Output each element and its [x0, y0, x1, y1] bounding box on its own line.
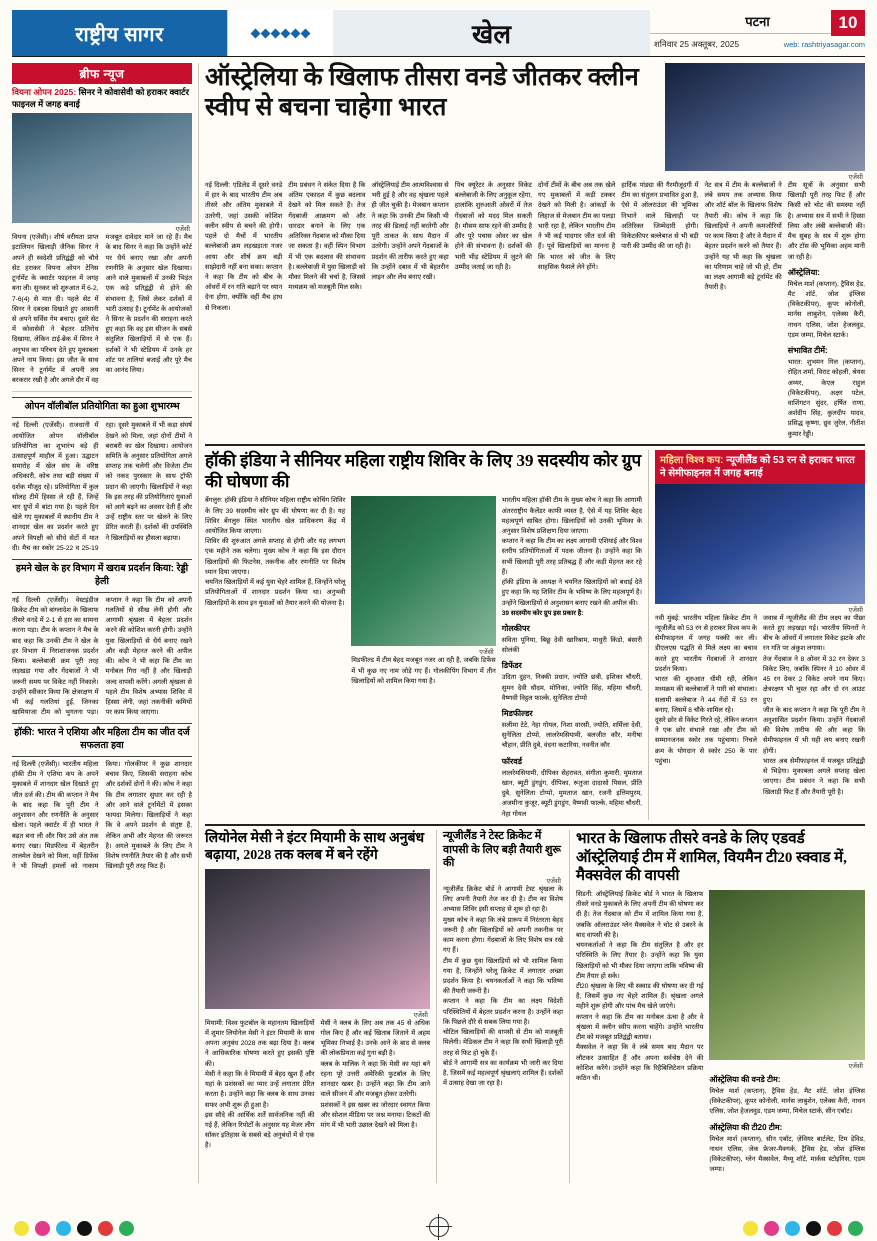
forward-names: लालरेमसियामी, दीपिका सेहरावत, संगीता कुमारी, मुमताज खान, ब्यूटी डुंगडुंग, दीपिका, रूतुजा दादासो पिसल, प्रीति दुबे, सुनेलिता टोप्पो, मुमताज खान, रजनी इत्तिमपुरम, अजमीना कुजूर, ब्यूटी डुंगडुंग, वैष्णवी फाल्के, महिमा चौधरी, नेहा गोयल: [501, 769, 642, 818]
aus-odi-squad-names: मिचेल मार्श (कप्तान), ट्रैविस हेड, मैट शॉर्ट, जोश इंग्लिस (विकेटकीपर), कूपर कोनोली, मार्नस लाबुशेन, एलेक्स कैरी, नाथन एलिस, जोश हेजलवुड, एडम जम्पा, मिचेल स्टार्क, सीन एबॉट।: [709, 1088, 865, 1116]
nz-paragraph: बोर्ड ने आगामी सत्र का कार्यक्रम भी जारी कर दिया है, जिसमें कई महत्वपूर्ण श्रृंखलाएं शामिल हैं। दर्शकों में उत्साह देखा जा रहा है।: [443, 1059, 563, 1088]
masthead: [12, 10, 865, 57]
lead-paragraph: दोनों टीमों के बीच अब तक खेले गए मुकाबलों में कड़ी टक्कर देखने को मिली है। आंकड़ों के लिहाज से मेजबान टीम का पलड़ा भारी रहा है, लेकिन भारतीय टीम ने भी कई यादगार जीत दर्ज की हैं। पूर्व खिलाड़ियों का मानना है कि भारत को जीत के लिए साहसिक फैसले लेने होंगे।: [538, 182, 616, 271]
photo-credit: एजेंसी: [479, 649, 494, 657]
messi-paragraph: क्लब के मालिक ने कहा कि मेसी का यहां बने रहना पूरे उत्तरी अमेरिकी फुटबॉल के लिए शानदार खबर है। उन्होंने कहा कि टीम आने वाले सीजन में और मजबूत होकर उतरेगी।: [320, 1060, 430, 1099]
photo-credit: एजेंसी: [848, 1063, 863, 1071]
women-worldcup-story: [655, 450, 865, 820]
column-divider: [198, 63, 199, 1183]
column-divider: [648, 450, 649, 820]
brief-section-heading: ओपन वॉलीबॉल प्रतियोगिता का हुआ शुभारम्भ: [12, 397, 192, 418]
brief-news-column: [12, 63, 192, 1183]
masthead-dot-pattern: [227, 10, 333, 56]
hockey-paragraph: बेंगलुरु: हॉकी इंडिया ने सीनियर महिला राष्ट्रीय कोचिंग शिविर के लिए 39 सदस्यीय कोर ग्रुप की घोषणा कर दी है। यह शिविर बेंगलुरु स्थित भारतीय खेल प्राधिकरण केंद्र में आयोजित किया जाएगा।: [205, 497, 346, 535]
hockey-womenwc-row: [205, 450, 865, 820]
hockey-paragraph: मिडफील्ड में टीम बेहद मजबूत नजर आ रही है, जबकि डिफेंस में भी कुछ नए नाम जोड़े गए हैं। गोलकीपिंग विभाग में तीन खिलाड़ियों को शामिल किया गया है।: [351, 657, 496, 685]
midfielder-names: सलीमा टेटे, नेहा गोयल, निशा वारसी, ज्योति, शर्मिला देवी, सुनेलिता टोप्पो, लालरेमसियामी, बलजीत कौर, मनीषा चौहान, प्रीति दुबे, वंदना कटारिया, नवनीत कौर: [501, 722, 642, 750]
aus-squad-story: [576, 830, 865, 1183]
women-wc-kicker: महिला विश्व कप:: [660, 454, 724, 466]
nz-paragraph: मुख्य कोच ने कहा कि लंबे प्रारूप में निरंतरता बेहद जरूरी है और खिलाड़ियों को अपनी तकनीक पर काम करना होगा। गेंदबाजों के लिए विशेष सत्र रखे गए हैं।: [443, 916, 563, 955]
color-dots-right: [729, 1221, 877, 1236]
goalkeeper-names: सविता पूनिया, बिछू देवी खारिबाम, माधुरी किंडो, बंसारी सोलंकी: [501, 636, 642, 655]
women-wc-photo: [655, 484, 865, 604]
lead-headline: ऑस्ट्रेलिया के खिलाफ तीसरा वनडे जीतकर क्लीन स्वीप से बचना चाहेगा भारत: [205, 64, 639, 121]
main-column: [205, 63, 865, 1183]
brief-item-title: [12, 87, 192, 110]
photo-credit: एजेंसी: [848, 606, 863, 614]
messi-story: [205, 830, 430, 1183]
hockey-story: [205, 450, 642, 820]
aus-t20-squad-names: मिचेल मार्श (कप्तान), सीन एबॉट, ज़ेवियर बार्टलेट, टिम डेविड, नाथन एलिस, जेक फ्रेजर-मैक्गर्क, ट्रैविस हेड, जोश इंग्लिस (विकेटकीपर), ग्लेन मैक्सवेल, मैथ्यू शॉर्ट, मार्कस स्टोइनिस, एडम जम्पा।: [709, 1135, 865, 1174]
aus-paragraph: मैक्सवेल ने कहा कि वे लंबे समय बाद मैदान पर लौटकर उत्साहित हैं और अपना सर्वश्रेष्ठ देने की कोशिश करेंगे। उन्होंने कहा कि रिहैबिलिटेशन प्रक्रिया कठिन थी।: [576, 1044, 704, 1082]
aus-paragraph: चयनकर्ताओं ने कहा कि टीम संतुलित है और हर परिस्थिति के लिए तैयार है। उन्होंने कहा कि युवा खिलाड़ियों को भी मौका दिया जाएगा ताकि भविष्य की टीम तैयार हो सके।: [576, 942, 704, 980]
women-wc-paragraph: नवी मुंबई: भारतीय महिला क्रिकेट टीम ने न्यूजीलैंड को 53 रन से हराकर विश्व कप के सेमीफाइनल में जगह पक्की कर ली। डीएलएस पद्धति से मिले लक्ष्य का बचाव करते हुए भारतीय गेंदबाजों ने शानदार प्रदर्शन किया।: [655, 614, 757, 673]
publication-date: शनिवार 25 अक्तूबर, 2025: [654, 39, 740, 50]
brief-item: [12, 84, 192, 392]
brief-photo-tennis: [12, 113, 192, 223]
masthead-logo: [12, 10, 227, 56]
aus-squad-label: ऑस्ट्रेलिया:: [787, 267, 820, 277]
women-wc-paragraph: जीत के बाद कप्तान ने कहा कि पूरी टीम ने अनुशासित प्रदर्शन किया। उन्होंने गेंदबाजों की विशेष तारीफ की और कहा कि सेमीफाइनल में भी यही लय बनाए रखनी होगी।: [763, 706, 865, 755]
women-wc-headline: न्यूजीलैंड को 53 रन से हराकर भारत ने सेमीफाइनल में जगह बनाई: [660, 454, 855, 479]
masthead-logo-text: राष्ट्रीय सागर: [75, 23, 164, 46]
aus-squad-names: मिचेल मार्श (कप्तान), ट्रैविस हेड, मैट शॉर्ट, जोश इंग्लिस (विकेटकीपर), कूपर कोनोली, मार्नस लाबुशेन, एलेक्स कैरी, नाथन एलिस, जोश हेजलवुड, एडम जम्पा, मिचेल स्टार्क।: [787, 280, 865, 339]
color-dots-left: [0, 1221, 134, 1236]
registration-mark: [429, 1217, 449, 1237]
lead-paragraph: पिच क्यूरेटर के अनुसार विकेट बल्लेबाजी के लिए अनुकूल रहेगा, हालांकि शुरुआती ओवरों में तेज गेंदबाजों को मदद मिल सकती है। मौसम साफ रहने की उम्मीद है और पूरे पचास ओवर का खेल होने की संभावना है। दर्शकों की भारी भीड़ स्टेडियम में जुटने की उम्मीद जताई जा रही है।: [454, 182, 532, 271]
hockey-paragraph: भारतीय महिला हॉकी टीम के मुख्य कोच ने कहा कि आगामी अंतरराष्ट्रीय कैलेंडर काफी व्यस्त है, ऐसे में यह शिविर बेहद महत्वपूर्ण साबित होगा। खिलाड़ियों को उनकी भूमिका के अनुसार विशेष प्रशिक्षण दिया जाएगा।: [501, 497, 642, 535]
messi-photo: [205, 869, 430, 1009]
lead-paragraph: ऑस्ट्रेलियाई टीम आत्मविश्वास से भरी हुई है और वह श्रृंखला पहले ही जीत चुकी है। मेजबान कप्तान ने कहा कि उनकी टीम किसी भी तरह की ढिलाई नहीं बरतेगी और पूरी ताकत के साथ मैदान में उतरेगी। उन्होंने अपने गेंदबाजों के प्रदर्शन की तारीफ करते हुए कहा कि उन्होंने दबाव में भी बेहतरीन लाइन और लेंथ बनाए रखी।: [371, 182, 449, 281]
messi-paragraph: मेसी ने क्लब के लिए अब तक 45 से अधिक गोल किए हैं और कई खिताब जिताने में अहम भूमिका निभाई है। उनके आने के बाद से क्लब की लोकप्रियता कई गुना बढ़ी है।: [320, 1019, 430, 1058]
women-wc-paragraph: दूसरे छोर से विकेट गिरते रहे, लेकिन कप्तान ने एक छोर संभाले रखा और टीम को सम्मानजनक स्कोर तक पहुंचाया। निचले क्रम के योगदान से स्कोर 250 के पार पहुंचा।: [655, 717, 757, 765]
nz-paragraph: चोटिल खिलाड़ियों की वापसी से टीम को मजबूती मिलेगी। मेडिकल टीम ने कहा कि सभी खिलाड़ी पूरी तरह से फिट हो चुके हैं।: [443, 1029, 563, 1057]
lead-paragraph: नई दिल्ली: एडिलेड में दूसरे वनडे में हार के बाद भारतीय टीम अब तीसरे और अंतिम मुकाबले में उतरेगी, जहां उसकी कोशिश क्लीन स्वीप से बचने की होगी। पहले दो मैचों में भारतीय बल्लेबाजी क्रम लड़खड़ाता नजर आया और शीर्ष क्रम बड़ी साझेदारी नहीं बना सका। कप्तान ने कहा कि टीम को बीच के ओवरों में रन गति बढ़ाने पर ध्यान देना होगा, क्योंकि वहीं मैच हाथ से निकला।: [205, 182, 283, 312]
photo-credit: एजेंसी: [546, 878, 561, 886]
nz-paragraph: कप्तान ने कहा कि टीम का लक्ष्य विदेशी परिस्थितियों में बेहतर प्रदर्शन करना है। उन्होंने कहा कि पिछले दौरे से सबक लिया गया है।: [443, 998, 563, 1026]
website-url: web: rashtriyasagar.com: [783, 40, 865, 49]
column-divider: [436, 830, 437, 1183]
brief-news-header: ब्रीफ न्यूज: [12, 63, 192, 84]
women-wc-paragraph: तेज गेंदबाज ने 8 ओवर में 32 रन देकर 3 विकेट लिए, जबकि स्पिनर ने 10 ओवर में 45 रन देकर 2 विकेट अपने नाम किए। क्षेत्ररक्षण भी चुस्त रहा और दो रन आउट हुए।: [763, 655, 865, 704]
photo-credit: एजेंसी: [848, 174, 863, 181]
page-content: [12, 63, 865, 1183]
lead-paragraph: नेट सत्र में टीम के बल्लेबाजों ने लंबे समय तक अभ्यास किया और शॉर्ट बॉल के खिलाफ विशेष तैयारी की। कोच ने कहा कि खिलाड़ियों ने अपनी कमजोरियों पर काम किया है और वे मैदान में बेहतर प्रदर्शन करने को तैयार हैं। उन्होंने यह भी कहा कि श्रृंखला का परिणाम चाहे जो भी हो, टीम का लक्ष्य आगामी बड़े टूर्नामेंट की तैयारी है।: [704, 182, 782, 292]
hockey-paragraph: हॉकी इंडिया के अध्यक्ष ने चयनित खिलाड़ियों को बधाई देते हुए कहा कि यह शिविर टीम के भविष्य के लिए महत्वपूर्ण है। उन्होंने खिलाड़ियों से अनुशासन बनाए रखने की अपील की।: [501, 579, 642, 607]
women-wc-band: [655, 450, 865, 484]
lead-paragraph: टीम प्रबंधन ने संकेत दिया है कि अंतिम एकादश में कुछ बदलाव देखने को मिल सकते हैं। तेज गेंदबाजी आक्रमण को और धारदार बनाने के लिए एक अतिरिक्त गेंदबाज को मौका दिया जा सकता है। वहीं स्पिन विभाग में भी एक बदलाव की संभावना है। बल्लेबाजी में युवा खिलाड़ी को मौका मिलने की चर्चा है, जिससे मध्यक्रम को मजबूती मिल सके।: [288, 182, 366, 292]
messi-paragraph: मेसी ने कहा कि वे मियामी में बेहद खुश हैं और यहां के प्रशंसकों का प्यार उन्हें लगातार प्रेरित करता है। उन्होंने कहा कि क्लब के साथ उनका सफर अभी शुरू ही हुआ है।: [205, 1070, 315, 1109]
messi-paragraph: इस सौदे की आर्थिक शर्तें सार्वजनिक नहीं की गई हैं, लेकिन रिपोर्टों के अनुसार यह मेजर लीग सॉकर इतिहास के सबसे बड़े अनुबंधों में से एक है।: [205, 1111, 315, 1150]
hockey-paragraph: कप्तान ने कहा कि टीम का लक्ष्य आगामी एशियाई और विश्व स्तरीय प्रतियोगिताओं में पदक जीतना है। उन्होंने कहा कि सभी खिलाड़ी पूरी तरह प्रतिबद्ध हैं और कड़ी मेहनत कर रहे हैं।: [501, 538, 642, 576]
photo-credit: एजेंसी: [175, 226, 190, 234]
hockey-headline: हॉकी इंडिया ने सीनियर महिला राष्ट्रीय शिविर के लिए 39 सदस्यीय कोर ग्रुप की घोषणा की: [205, 450, 642, 492]
hockey-paragraph: चयनित खिलाड़ियों में कई युवा चेहरे शामिल हैं, जिन्होंने घरेलू प्रतियोगिताओं में शानदार प्रदर्शन किया था। अनुभवी खिलाड़ियों के साथ इन युवाओं को तैयार करने की योजना है।: [205, 579, 346, 607]
hockey-squad-intro: 39 सदस्यीय कोर ग्रुप इस प्रकार है:: [501, 609, 584, 617]
defender-label: डिफेंडर: [501, 661, 522, 671]
brief-item-body: नई दिल्ली (एजेंसी)। वेस्टइंडीज क्रिकेट टीम को बांग्लादेश के खिलाफ तीसरे वनडे में 2-1 से हार का सामना करना पड़ा। टीम के कप्तान ने मैच के बाद कहा कि उनकी टीम ने खेल के हर विभाग में निराशाजनक प्रदर्शन किया। बल्लेबाजी क्रम पूरी तरह लड़खड़ा गया और गेंदबाजों ने भी जरूरी समय पर विकेट नहीं निकाले। उन्होंने स्वीकार किया कि क्षेत्ररक्षण में भी कई गलतियां हुईं, जिनका खामियाजा टीम को भुगतना पड़ा। कप्तान ने कहा कि टीम को अपनी गलतियों से सीख लेनी होगी और आगामी श्रृंखला में बेहतर प्रदर्शन करने की कोशिश करनी होगी। उन्होंने युवा खिलाड़ियों से धैर्य बनाए रखने और कड़ी मेहनत करने की अपील की। कोच ने भी कहा कि टीम का मनोबल गिरा नहीं है और खिलाड़ी जल्द वापसी करेंगे। अगली श्रृंखला से पहले टीम विशेष अभ्यास शिविर में हिस्सा लेगी, जहां तकनीकी कमियों पर काम किया जाएगा।: [12, 596, 192, 717]
bottom-row: [205, 830, 865, 1183]
section-divider: [205, 444, 865, 446]
aus-paragraph: कप्तान ने कहा कि टीम का मनोबल ऊंचा है और वे श्रृंखला में क्लीन स्वीप करना चाहेंगे। उन्होंने भारतीय टीम को मजबूत प्रतिद्वंद्वी बताया।: [576, 1013, 704, 1042]
aus-squad-headline: भारत के खिलाफ तीसरे वनडे के लिए एडवर्ड ऑस्ट्रेलियाई टीम में शामिल, वियमैन टी20 स्क्वाड में, मैक्सवेल की वापसी: [576, 830, 847, 885]
column-divider: [569, 830, 570, 1183]
lead-body: [205, 181, 865, 440]
page-number: 10: [831, 10, 865, 36]
edition-city: पटना: [745, 14, 770, 30]
aus-t20-squad-label: ऑस्ट्रेलिया की टी20 टीम:: [709, 1122, 783, 1132]
nz-paragraph: न्यूजीलैंड क्रिकेट बोर्ड ने आगामी टेस्ट श्रृंखला के लिए अपनी तैयारी तेज कर दी है। टीम का विशेष अभ्यास शिविर इसी सप्ताह से शुरू हो रहा है।: [443, 886, 563, 914]
brief-item-body: वियना (एजेंसी)। शीर्ष वरीयता प्राप्त इटालियन खिलाड़ी जैनिक सिनर ने अपने ही स्वदेशी प्रतिद्वंद्वी को चौथे सेट हराकर वियना ओपन टेनिस टूर्नामेंट के क्वार्टर फाइनल में जगह बना ली। सुनकर को शुरुआत में 6-2, 7-6(4) से मात दी। पहले सेट में सिनर ने दबदबा दिखाते हुए आसानी से अपने सर्विस गेम बचाए। दूसरे सेट में कोवासेवी ने बेहतर प्रतिरोध दिखाया, लेकिन टाई-ब्रेक में सिनर ने अनुभव का परिचय देते हुए मुकाबला अपने नाम किया। इस जीत के साथ सिनर ने टूर्नामेंट में अपनी लय बरकरार रखी है और अगले दौर में वह मजबूत दावेदार माने जा रहे हैं। मैच के बाद सिनर ने कहा कि उन्होंने कोर्ट पर धैर्य बनाए रखा और अपनी रणनीति के अनुसार खेल दिखाया। आने वाले मुकाबलों में उनकी भिड़ंत एक कड़े प्रतिद्वंद्वी से होने की संभावना है, जिसे लेकर दर्शकों में भारी उत्साह है। टूर्नामेंट के आयोजकों ने सिनर के प्रदर्शन की सराहना करते हुए कहा कि वह इस सीजन के सबसे संतुलित खिलाड़ियों में से एक हैं। दर्शकों ने भी स्टेडियम में उनके हर शॉट पर तालियां बजाईं और पूरे मैच का आनंद लिया।: [12, 234, 192, 385]
nz-test-headline: न्यूजीलैंड ने टेस्ट क्रिकेट में वापसी के लिए बड़ी तैयारी शुरू की: [443, 829, 561, 870]
women-wc-paragraph: जवाब में न्यूजीलैंड की टीम लक्ष्य का पीछा करते हुए लड़खड़ा गई। भारतीय स्पिनरों ने बीच के ओवरों में लगातार विकेट झटके और रन गति पर अंकुश लगाया।: [763, 614, 865, 653]
nz-paragraph: टीम में कुछ युवा खिलाड़ियों को भी शामिल किया गया है, जिन्होंने घरेलू क्रिकेट में लगातार अच्छा प्रदर्शन किया है। चयनकर्ताओं ने कहा कि भविष्य की तैयारी जरूरी है।: [443, 957, 563, 996]
ind-squad-label: संभावित टीमें:: [787, 346, 828, 356]
brief-item-body: नई दिल्ली (एजेंसी)। राजधानी में आयोजित ओपन वॉलीबॉल प्रतियोगिता का शुभारंभ बड़े ही उत्साहपूर्ण माहौल में हुआ। उद्घाटन समारोह में खेल संघ के वरिष्ठ अधिकारी, कोच तथा बड़ी संख्या में दर्शक मौजूद रहे। प्रतियोगिता में कुल सोलह टीमें हिस्सा ले रही हैं, जिन्हें चार ग्रुपों में बांटा गया है। पहले दिन खेले गए मुकाबलों में स्थानीय टीम ने शानदार खेल का प्रदर्शन करते हुए अपने विपक्षी को सीधे सेटों में मात दी। मैच का स्कोर 25-22 व 25-19 रहा। दूसरे मुकाबले में भी कड़ा संघर्ष देखने को मिला, जहां दोनों टीमों ने बराबरी का खेल दिखाया। आयोजन समिति के अनुसार प्रतियोगिता अगले सप्ताह तक चलेगी और विजेता टीम को नकद पुरस्कार के साथ ट्रॉफी प्रदान की जाएगी। खिलाड़ियों ने कहा कि इस तरह की प्रतियोगिताएं युवाओं को आगे बढ़ने का अवसर देती हैं और उन्हें राष्ट्रीय स्तर पर खेलने के लिए प्रेरित करती हैं। दर्शकों की उपस्थिति ने खिलाड़ियों का हौसला बढ़ाया।: [12, 422, 192, 552]
hockey-paragraph: शिविर की शुरुआत अगले सप्ताह से होगी और यह लगभग एक महीने तक चलेगा। मुख्य कोच ने कहा कि इस दौरान खिलाड़ियों की फिटनेस, तकनीक और रणनीति पर विशेष ध्यान दिया जाएगा।: [205, 538, 346, 576]
defender-names: उदिता दुहन, निक्की प्रधान, ज्योति छत्री, इशिका चौधरी, सुमन देवी थौदम, मोनिका, ज्योति सिंह, महिमा चौधरी, वैष्णवी विट्ठल फाल्के, सुनेलिता टोप्पो: [501, 674, 642, 702]
lead-paragraph: हार्दिक पांड्या की गैरमौजूदगी में टीम का संतुलन प्रभावित हुआ है, ऐसे में ऑलराउंडर की भूमिका निभाने वाले खिलाड़ी पर अतिरिक्त जिम्मेदारी होगी। विकेटकीपर बल्लेबाज से भी बड़ी पारी की उम्मीद की जा रही है।: [621, 182, 699, 251]
women-wc-paragraph: भारत की शुरुआत धीमी रही, लेकिन मध्यक्रम की बल्लेबाजों ने पारी को संभाला। सलामी बल्लेबाज ने 44 गेंदों में 53 रन बनाए, जिसमें 8 चौके शामिल रहे।: [655, 676, 757, 714]
lead-paragraph: टीम सूत्रों के अनुसार सभी खिलाड़ी पूरी तरह फिट हैं और किसी को चोट की समस्या नहीं है। अभ्यास सत्र में सभी ने हिस्सा लिया और लंबी बल्लेबाजी की। मैच सुबह के सत्र में शुरू होगा और टॉस की भूमिका अहम मानी जा रही है।: [787, 182, 865, 261]
goalkeeper-label: गोलकीपर: [501, 623, 530, 633]
brief-section-heading: हॉकी: भारत ने एशिया और महिला टीम का जीत दर्ज सफलता हवा: [12, 723, 192, 757]
messi-headline: लियोनेल मेसी ने इंटर मियामी के साथ अनुबंध बढ़ाया, 2028 तक क्लब में बने रहेंगे: [205, 830, 425, 864]
hockey-photo: [351, 496, 496, 646]
aus-paragraph: सिडनी: ऑस्ट्रेलियाई क्रिकेट बोर्ड ने भारत के खिलाफ तीसरे वनडे मुकाबले के लिए अपनी टीम की घोषणा कर दी है। तेज गेंदबाज को टीम में शामिल किया गया है, जबकि ऑलराउंडर ग्लेन मैक्सवेल ने चोट से उबरने के बाद वापसी की है।: [576, 891, 704, 939]
section-title: खेल: [472, 20, 511, 49]
forward-label: फॉरवर्ड: [501, 756, 522, 766]
section-title-bar: [333, 10, 650, 56]
aus-odi-squad-label: ऑस्ट्रेलिया की वनडे टीम:: [709, 1075, 781, 1085]
photo-credit: एजेंसी: [413, 1011, 428, 1019]
messi-paragraph: मियामी: विश्व फुटबॉल के महानतम खिलाड़ियों में शुमार लियोनेल मेसी ने इंटर मियामी के साथ अपना अनुबंध 2028 तक बढ़ा दिया है। क्लब ने आधिकारिक घोषणा करते हुए इसकी पुष्टि की।: [205, 1019, 315, 1068]
midfielder-label: मिडफील्डर: [501, 709, 533, 719]
nz-test-story: [443, 830, 563, 1183]
ind-squad-names: भारत: शुभमन गिल (कप्तान), रोहित शर्मा, विराट कोहली, श्रेयस अय्यर, केएल राहुल (विकेटकीपर), अक्षर पटेल, वाशिंगटन सुंदर, हर्षित राणा, अर्शदीप सिंह, कुलदीप यादव, प्रसिद्ध कृष्णा, ध्रुव जुरेल, नीतीश कुमार रेड्डी।: [787, 359, 865, 438]
brief-item-body: नई दिल्ली (एजेंसी)। भारतीय महिला हॉकी टीम ने एशिया कप के अपने मुकाबले में शानदार खेल दिखाते हुए जीत दर्ज की। टीम की कप्तान ने मैच के बाद कहा कि पूरी टीम ने अनुशासन और रणनीति के अनुसार खेला। पहले क्वार्टर में ही भारत ने बढ़त बना ली और फिर उसे अंत तक बनाए रखा। मिडफील्ड में बेहतरीन तालमेल देखने को मिला, वहीं डिफेंस ने भी विपक्षी हमलों को नाकाम किया। गोलकीपर ने कुछ शानदार बचाव किए, जिसकी सराहना कोच और दर्शकों दोनों ने की। कोच ने कहा कि टीम लगातार सुधार कर रही है और आने वाले टूर्नामेंटों में इसका फायदा मिलेगा। खिलाड़ियों ने कहा कि वे अपने प्रदर्शन से संतुष्ट हैं, लेकिन अभी और मेहनत की जरूरत है। अगले मुकाबले के लिए टीम ने विशेष रणनीति तैयार की है और सभी खिलाड़ी पूरी तरह फिट हैं।: [12, 761, 192, 871]
lead-story: [205, 63, 865, 440]
section-divider: [205, 824, 865, 826]
aus-paragraph: टी20 श्रृंखला के लिए भी स्क्वाड की घोषणा कर दी गई है, जिसमें कुछ नए चेहरे शामिल हैं। श्रृंखला अगले महीने शुरू होगी और पांच मैच खेले जाएंगे।: [576, 983, 704, 1011]
brief-item-title-text: सिनर ने कोवासेवी को हराकर क्वार्टर फाइनल में जगह बनाई: [12, 87, 190, 109]
brief-section-heading: हमने खेल के हर विभाग में खराब प्रदर्शन किया: रेड्डी हेली: [12, 559, 192, 593]
messi-paragraph: प्रशंसकों ने इस खबर का जोरदार स्वागत किया और सोशल मीडिया पर जश्न मनाया। टिकटों की मांग में भी भारी उछाल देखने को मिला है।: [320, 1101, 430, 1129]
brief-item-highlight: वियना ओपन 2025:: [12, 87, 77, 97]
bowler-photo: [709, 890, 865, 1060]
lead-photo-cricket: [665, 63, 865, 171]
women-wc-paragraph: भारत अब सेमीफाइनल में मजबूत प्रतिद्वंद्वी से भिड़ेगा। मुकाबला अगले सप्ताह खेला जाएगा। टीम प्रबंधन ने कहा कि सभी खिलाड़ी फिट हैं और तैयारी पूरी है।: [763, 757, 865, 796]
